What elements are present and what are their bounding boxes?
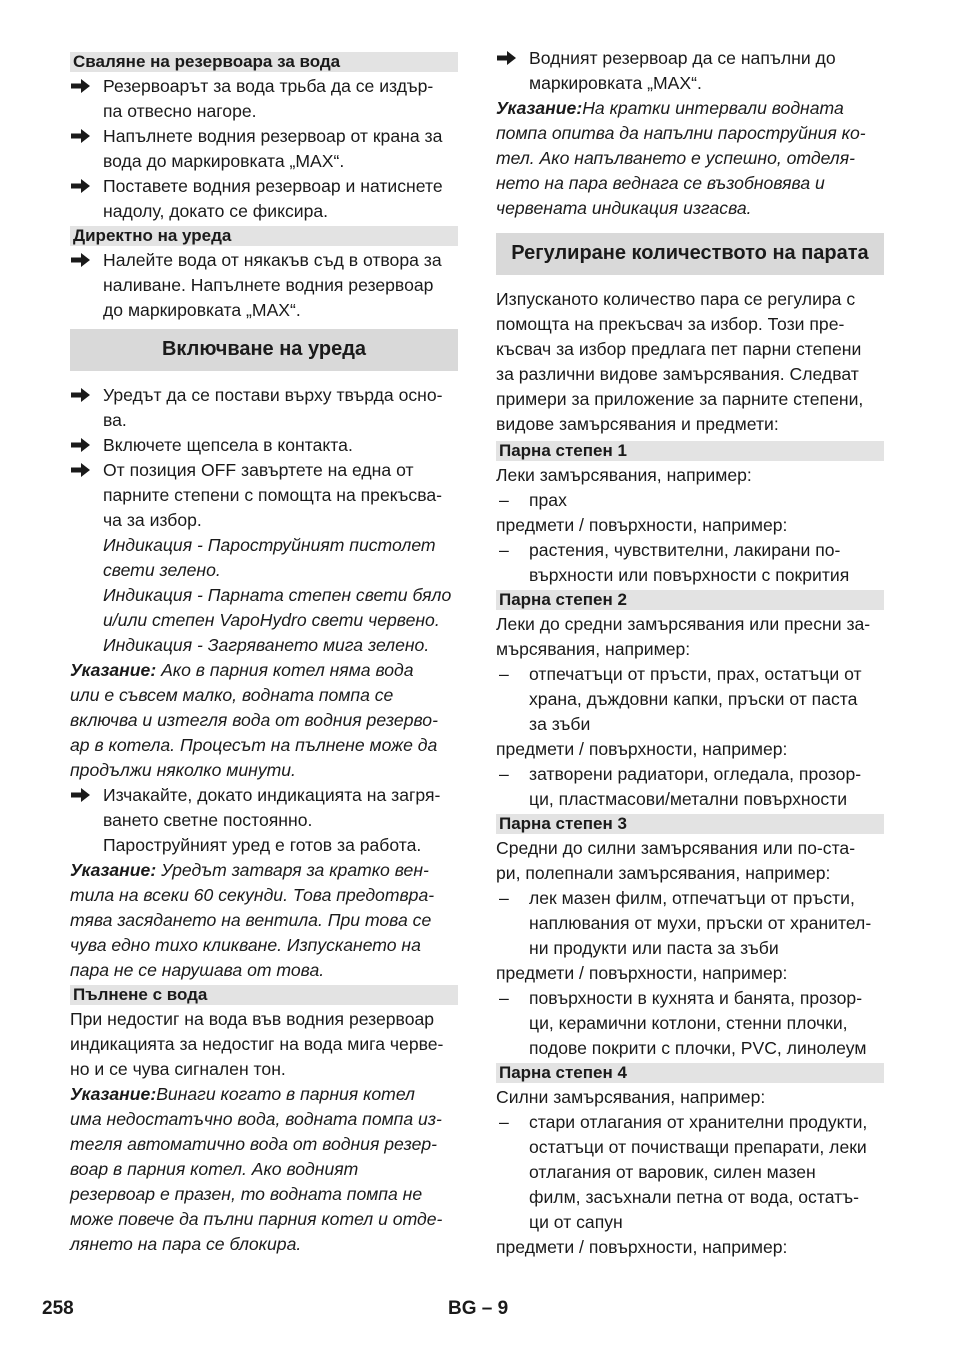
heading-steam-level-4: Парна степен 4 bbox=[496, 1063, 884, 1083]
list-item: – стари отлагания от хранителни продукти, остатъци от почистващи препарати, леки отлагания от варовик, силен мазен филм, засъхнали петна от вода, остатъ- ци от сапун bbox=[499, 1112, 868, 1232]
heading-remove-tank: Сваляне на резервоара за вода bbox=[70, 52, 458, 72]
heading-fill: Пълнене с вода bbox=[70, 985, 458, 1005]
fill-text: При недостиг на вода във водния резервоар индикацията за недостиг на вода мига черве- но и се чува сигнален тон. bbox=[70, 1009, 444, 1079]
ready-text: Пароструйният уред е готов за работа. bbox=[103, 835, 422, 855]
list-item: Поставете водния резервоар и натиснете надолу, докато се фиксира. bbox=[70, 174, 458, 224]
arrow-icon bbox=[71, 124, 95, 149]
heading-regulate: Регулиране количеството на парата bbox=[496, 233, 884, 275]
note: Указание: Уредът затваря за кратко вен- тила на всеки 60 секунди. Това предотвра- тява засядането на вентила. При това се чува едно тихо кликване. Изпускането на пара не се нарушава от това. bbox=[70, 860, 435, 980]
list-item: – прах bbox=[499, 490, 567, 510]
heading-steam-level-1: Парна степен 1 bbox=[496, 441, 884, 461]
left-column bbox=[70, 46, 458, 1257]
note: Указание:Винаги когато в парния котел има недостатъчно вода, водната помпа из- тегля автоматично вода от водния резер- воар в парния котел. Ако водният резервоар е празен, то водната помпа не може повече да пълни парния котел и отде- лянето на пара се блокира. bbox=[70, 1084, 443, 1254]
list-item: – отпечатъци от пръсти, прах, остатъци от храна, дъждовни капки, пръски от паста за зъби bbox=[499, 664, 862, 734]
regulate-text: Изпусканото количество пара се регулира с помощта на прекъсвач за избор. Този пре- късвач за избор предлага пет парни степени за различни видове замърсявания. Следват примери за приложение за парните степени, видове замърсявания и предмети: bbox=[496, 289, 864, 434]
arrow-icon bbox=[71, 458, 95, 483]
heading-steam-level-2: Парна степен 2 bbox=[496, 590, 884, 610]
note: Указание:На кратки интервали водната помпа опитва да напълни пароструйния ко- тел. Ако напълването е успешно, отделя- нето на пара веднага се възобновява и червената индикация изгасва. bbox=[496, 98, 866, 218]
list-item: Включете щепсела в контакта. bbox=[70, 433, 458, 458]
arrow-icon bbox=[71, 74, 95, 99]
heading-steam-level-3: Парна степен 3 bbox=[496, 814, 884, 834]
list-item: Резервоарът за вода трьба да се издър- па отвесно нагоре. bbox=[70, 74, 458, 124]
list-item: – затворени радиатори, огледала, прозор- ци, пластмасови/метални повърхности bbox=[499, 764, 862, 809]
arrow-icon bbox=[71, 248, 95, 273]
list-item: Изчакайте, докато индикацията на загря- ването светне постоянно. bbox=[70, 783, 458, 833]
page-number: 258 bbox=[42, 1298, 74, 1319]
note: Указание: Ако в парния котел няма вода или е съвсем малко, водната помпа се включва и изтегля вода от водния резерво- ар в котела. Процесът на пълнене може да продължи няколко минути. bbox=[70, 660, 438, 780]
list-item: – растения, чувствителни, лакирани по- върхности или повърхности с покрития bbox=[499, 540, 850, 585]
arrow-icon bbox=[71, 174, 95, 199]
list-item: От позиция OFF завъртете на една от парните степени с помощта на прекъсва- ча за избор. bbox=[70, 458, 458, 533]
list-item: Налейте вода от някакъв съд в отвора за наливане. Напълнете водния резервоар до маркировката „MAX“. bbox=[70, 248, 458, 323]
arrow-icon bbox=[497, 46, 521, 71]
indicator-text: Индикация - Пароструйният пистолет свети зелено. Индикация - Парната степен свети бяло и/или степен VapoHydro свети червено. Индикация - Загряването мига зелено. bbox=[103, 535, 452, 655]
heading-direct: Директно на уреда bbox=[70, 226, 458, 246]
right-column: Водният резервоар да се напълни до маркировката „MAX“. Указание:На кратки интервали водната помпа опитва да напълни пароструйния ко- тел. Ако напълването е успешно, отделя- нето на пара веднага се възобновява и червената индикация изгасва. Регулиране количеството на парата Изпусканото количество пара се регулира с помощта на прекъсвач за избор. Този пре- късвач за избор предлага пет парни степени за различни видове замърсявания. Следват примери за приложение за парните степени, видове замърсявания и предмети: Парна степен 1 Леки замърсявания, например: – прах предмети / повърхности, например: – растения, чувствителни, лакирани по- върхности или повърхности с покрития Парна степен 2 Леки до средни замърсявания или пресни за- мърсявания, например: – отпечатъци от пръсти, прах, остатъци от храна, дъждовни капки, пръски от паста за зъби предмети / повърхности, например: – затворени радиатори, огледала, прозор- ци, пластмасови/метални повърхности Парна степен 3 Средни до силни замърсявания или по-ста- ри, полепнали замърсявания, например: – лек мазен филм, отпечатъци от пръсти, наплювания от мухи, пръски от хранител- ни продукти или паста за зъби предмети / повърхности, например: – повърхности в кухнята и банята, прозор- ци, керамични котлони, стенни плочки, подове покрити с плочки, PVC, линолеум Парна степен 4 Силни замърсявания, например: – стари отлагания от хранителни продукти, остатъци от почистващи препарати, леки отлагания от варовик, силен мазен филм, засъхнали петна от вода, остатъ- ци от сапун предмети / повърхности, например: bbox=[496, 46, 884, 1260]
list-item: Уредът да се постави върху твърда осно- ва. bbox=[70, 383, 458, 433]
list-item: Напълнете водния резервоар от крана за вода до маркировката „MAX“. bbox=[70, 124, 458, 174]
arrow-icon bbox=[71, 433, 95, 458]
arrow-icon bbox=[71, 783, 95, 808]
heading-switch-on: Включване на уреда bbox=[70, 329, 458, 371]
list-item: – повърхности в кухнята и банята, прозор- ци, керамични котлони, стенни плочки, подове покрити с плочки, PVC, линолеум bbox=[499, 988, 867, 1058]
arrow-icon bbox=[71, 383, 95, 408]
list-item: Водният резервоар да се напълни до маркировката „MAX“. bbox=[496, 46, 884, 96]
list-item: – лек мазен филм, отпечатъци от пръсти, наплювания от мухи, пръски от хранител- ни продукти или паста за зъби bbox=[499, 888, 872, 958]
section-label: BG – 9 bbox=[448, 1298, 509, 1319]
